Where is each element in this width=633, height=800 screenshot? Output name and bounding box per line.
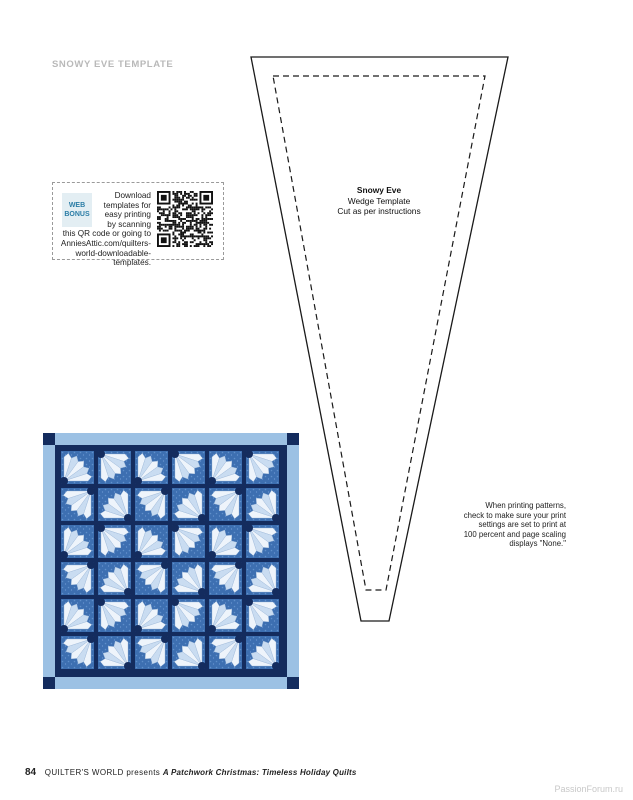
bonus-text-line: Download (114, 191, 151, 200)
presents-text: presents (126, 768, 161, 777)
web-bonus-badge-line2: BONUS (64, 211, 90, 218)
bonus-text-line: templates for (103, 200, 151, 210)
publication-name: QUILTER'S WORLD (44, 768, 124, 777)
web-bonus-badge-line1: WEB (68, 202, 86, 209)
quilt-photo (43, 433, 299, 689)
template-subtitle: Wedge Template (347, 195, 411, 206)
bonus-text-line: by scanning (107, 219, 151, 229)
print-note-line: When printing patterns, (485, 501, 566, 510)
print-note-line: check to make sure your print (463, 510, 566, 520)
bonus-text-line: world-downloadable- (75, 248, 151, 258)
bonus-text-line: AnniesAttic.com/quilters- (60, 238, 151, 248)
page-footer (25, 767, 357, 778)
bonus-text-line: easy printing (104, 210, 151, 220)
section-title: SNOWY EVE TEMPLATE (52, 59, 174, 70)
print-note-line: 100 percent and page scaling (463, 529, 566, 539)
bonus-text-line: this QR code or going to (62, 229, 151, 239)
book-title: A Patchwork Christmas: Timeless Holiday Quilts (162, 768, 357, 777)
template-title: Snowy Eve (356, 185, 402, 195)
template-label (322, 185, 436, 217)
page-number: 84 (25, 767, 37, 778)
watermark: PassionForum.ru (554, 784, 623, 794)
print-note-line: settings are set to print at (478, 520, 566, 530)
template-instruction: Cut as per instructions (337, 206, 421, 216)
print-note (442, 501, 566, 549)
bonus-text-line: templates. (113, 258, 151, 268)
print-note-line: displays "None." (509, 539, 566, 549)
